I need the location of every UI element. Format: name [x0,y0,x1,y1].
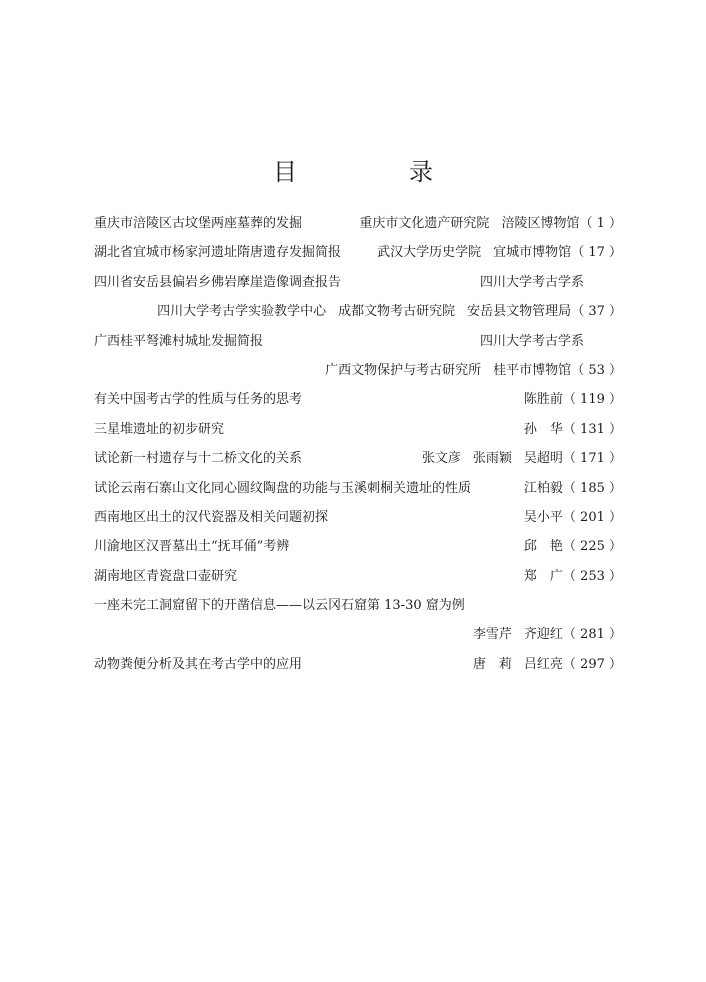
entry-author: 吴超明 [523,451,563,467]
entry-title: 广西桂平弩滩村城址发掘简报 [94,333,264,349]
entry-author: 安岳县文物管理局 [467,304,572,320]
entry-author: 陈胜前 [523,392,563,408]
entry-author: 涪陵区博物馆 [501,216,580,231]
entry-title: 一座未完工洞窟留下的开凿信息——以云冈石窟第 13-30 窟为例 [94,598,465,614]
entry-author: 四川大学考古学实验教学中心 [157,304,327,320]
toc-entry[interactable] [94,209,622,238]
toc-entry-continuation [94,356,622,385]
entry-page-number: （ 17 ） [571,245,622,261]
entry-page-number: （ 281 ） [562,627,622,643]
toc-entry[interactable] [94,503,622,532]
toc-entry[interactable] [94,650,622,679]
toc-entry[interactable] [94,532,622,561]
entry-title: 三星堆遗址的初步研究 [94,421,225,437]
entry-title: 西南地区出土的汉代瓷器及相关问题初探 [94,509,329,525]
toc-entry[interactable] [94,444,622,473]
toc-entry[interactable] [94,385,622,414]
entry-author: 孙 华 [523,421,563,437]
entry-author: 武汉大学历史学院 [377,245,482,261]
entry-title: 湖南地区青瓷盘口壶研究 [94,568,238,584]
entry-title: 试论云南石寨山文化同心圆纹陶盘的功能与玉溪刺桐关遗址的性质 [94,480,472,496]
toc-entry-continuation [94,297,622,326]
entry-author: 张雨颖 [472,451,512,467]
entry-author: 张文彦 [421,451,461,467]
entry-title: 川渝地区汉晋墓出土“抚耳俑”考辨 [94,539,290,555]
entry-author: 江柏毅 [523,480,563,496]
entry-page-number: （ 225 ） [562,539,622,555]
entry-page-number: （ 201 ） [562,509,622,525]
toc-entry[interactable] [94,591,622,620]
toc-entry-continuation [94,620,622,649]
entry-author: 四川大学考古学系 [479,333,584,349]
entry-author: 桂平市博物馆 [493,362,572,378]
entry-page-number: （ 253 ） [562,568,622,584]
entry-author: 吕红亮 [523,656,563,672]
entry-page-number: （ 131 ） [562,421,622,437]
entry-title: 湖北省宜城市杨家河遗址隋唐遗存发掘简报 [94,245,342,261]
entry-author: 四川大学考古学系 [479,274,584,290]
entry-title: 动物粪便分析及其在考古学中的应用 [94,656,303,672]
entry-author: 宜城市博物馆 [493,245,572,261]
toc-entry[interactable] [94,562,622,591]
entry-title: 试论新一村遗存与十二桥文化的关系 [94,451,303,467]
toc-entry[interactable] [94,268,622,297]
entry-page-number: （ 297 ） [562,656,622,672]
entry-title: 四川省安岳县偏岩乡佛岩摩崖造像调查报告 [94,274,342,290]
entry-page-number: （ 1 ） [579,216,622,231]
toc-entry[interactable] [94,474,622,503]
entry-author: 广西文物保护与考古研究所 [325,362,482,378]
toc-entry[interactable] [94,238,622,267]
page-title: 目 录 [273,158,477,186]
toc-entry[interactable] [94,415,622,444]
entry-page-number: （ 53 ） [571,362,622,378]
entry-author: 齐迎红 [523,627,563,643]
entry-title: 重庆市涪陵区古坟堡两座墓葬的发掘 [94,216,303,231]
entry-title: 有关中国考古学的性质与任务的思考 [94,392,303,408]
entry-author: 郑 广 [523,568,563,584]
entry-author: 李雪芹 [472,627,512,643]
entry-author: 重庆市文化遗产研究院 [359,216,490,231]
entry-page-number: （ 185 ） [562,480,622,496]
entry-author: 吴小平 [523,509,563,525]
entry-author: 成都文物考古研究院 [338,304,456,320]
entry-author: 邱 艳 [523,539,563,555]
toc-entry[interactable] [94,327,622,356]
entry-author: 唐 莉 [472,656,512,672]
entry-page-number: （ 119 ） [562,392,622,408]
entry-page-number: （ 37 ） [571,304,622,320]
table-of-contents [94,209,622,679]
entry-page-number: （ 171 ） [562,451,622,467]
